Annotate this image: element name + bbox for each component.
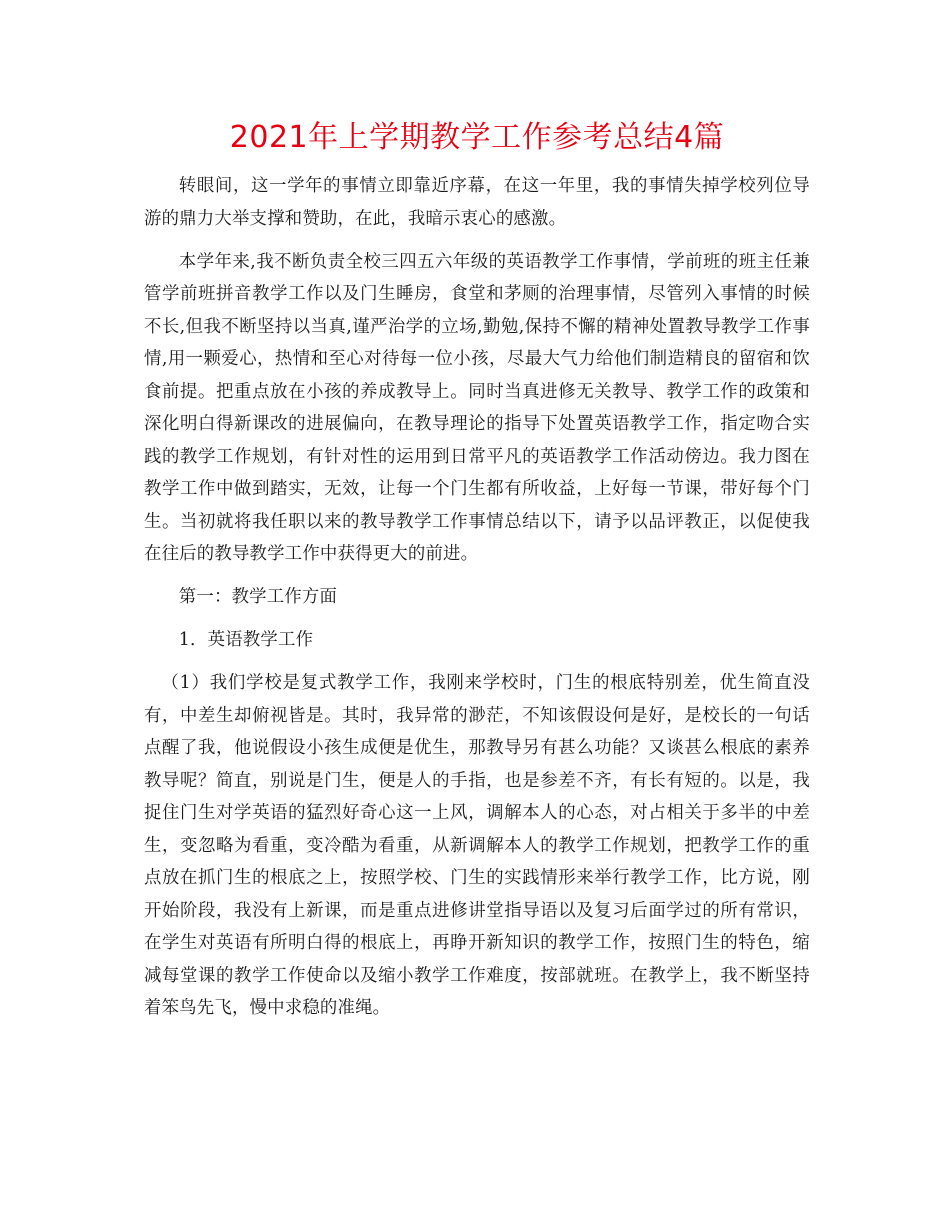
section-heading: 第一：教学工作方面 (178, 587, 338, 607)
paragraph-overview: 本学年来,我不断负责全校三四五六年级的英语教学工作事情，学前班的班主任兼管学前班拼音教学工作以及门生睡房，食堂和茅厕的治理事情，尽管列入事情的时候不长,但我不断坚持以当真,谨严治学的立场,勤勉,保持不懈的精神处置教导教学工作事情,用一颗爱心，热情和至心对待每一位小孩，尽最大气力给他们制造精良的留宿和饮食前提。把重点放在小孩的养成教导上。同时当真进修无关教导、教学工作的政策和深化明白得新课改的进展偏向，在教导理论的指导下处置英语教学工作，指定吻合实践的教学工作规划，有针对性的运用到日常平凡的英语教学工作活动傍边。我力图在教学工作中做到踏实，无效，让每一个门生都有所收益，上好每一节课，带好每个门生。当初就将我任职以来的教导教学工作事情总结以下，请予以品评教正，以促使我在往后的教导教学工作中获得更大的前进。 (144, 251, 810, 564)
document-title: 2021年上学期教学工作参考总结4篇 (229, 120, 725, 155)
paragraph-intro: 转眼间，这一学年的事情立即靠近序幕，在这一年里，我的事情失掉学校列位导游的鼎力大举支撑和赞助，在此，我暗示衷心的感激。 (144, 176, 810, 229)
document-body (144, 170, 810, 1025)
subsection-heading: 1．英语教学工作 (178, 630, 314, 650)
paragraph-item-1: （1）我们学校是复式教学工作，我刚来学校时，门生的根底特别差，优生简直没有，中差生却俯视皆是。其时，我异常的渺茫，不知该假设何是好，是校长的一句话点醒了我，他说假设小孩生成便是优生，那教导另有甚么功能？又谈甚么根底的素养教导呢？简直，别说是门生，便是人的手指，也是参差不齐，有长有短的。以是，我捉住门生对学英语的猛烈好奇心这一上风，调解本人的心态，对占相关于多半的中差生，变忽略为看重，变冷酷为看重，从新调解本人的教学工作规划，把教学工作的重点放在抓门生的根底之上，按照学校、门生的实践情形来举行教学工作，比方说，刚开始阶段，我没有上新课，而是重点进修讲堂指导语以及复习后面学过的所有常识，在学生对英语有所明白得的根底上，再睁开新知识的教学工作，按照门生的特色，缩减每堂课的教学工作使命以及缩小教学工作难度，按部就班。在教学上，我不断坚持着笨鸟先飞，慢中求稳的准绳。 (144, 673, 810, 1018)
